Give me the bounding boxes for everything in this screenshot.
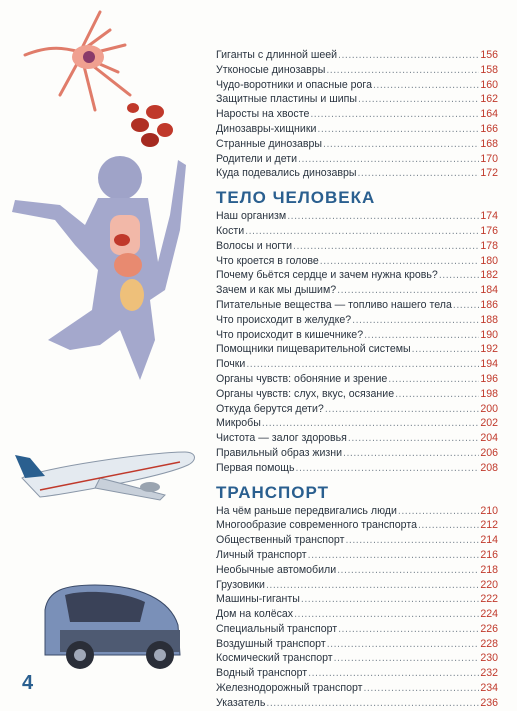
toc-entry-page: 226 — [480, 622, 498, 635]
toc-entry[interactable] — [216, 563, 498, 578]
dot-leader — [323, 137, 479, 152]
dot-leader — [317, 122, 479, 137]
toc-entry-title: Дом на колёсах — [216, 608, 294, 621]
toc-entry-title: Откуда берутся дети? — [216, 402, 324, 415]
toc-entry[interactable] — [216, 578, 498, 593]
toc-entry-title: Космический транспорт — [216, 652, 333, 665]
toc-entry-page: 174 — [480, 210, 498, 223]
section-heading: ТРАНСПОРТ — [216, 482, 330, 502]
toc-entry-page: 212 — [480, 519, 498, 532]
toc-entry[interactable] — [216, 137, 498, 152]
toc-entry[interactable] — [216, 224, 498, 239]
toc-entry-title: Специальный транспорт — [216, 622, 338, 635]
toc-entry-title: Многообразие современного транспорта — [216, 519, 417, 532]
dot-leader — [395, 387, 479, 402]
toc-entry[interactable] — [216, 372, 498, 387]
toc-entry-title: Машины-гиганты — [216, 593, 300, 606]
toc-entry[interactable] — [216, 92, 498, 107]
toc-entry[interactable] — [216, 402, 498, 417]
toc-entry[interactable] — [216, 461, 498, 476]
dot-leader — [326, 63, 479, 78]
section-heading: ТЕЛО ЧЕЛОВЕКА — [216, 188, 376, 208]
toc-entry[interactable] — [216, 357, 498, 372]
dot-leader — [301, 592, 479, 607]
toc-entry-page: 156 — [480, 49, 498, 61]
toc-entry-page: 184 — [480, 284, 498, 297]
toc-entry-title: Защитные пластины и шипы — [216, 93, 357, 106]
dot-leader — [308, 548, 480, 563]
dot-leader — [338, 48, 479, 63]
blood-cells-illustration — [127, 103, 173, 147]
toc-entry-page: 208 — [480, 461, 498, 474]
toc-entry[interactable] — [216, 283, 498, 298]
toc-entry-title: Кости — [216, 224, 245, 237]
human-body-illustration — [12, 156, 186, 380]
dot-leader — [327, 637, 480, 652]
toc-entry[interactable] — [216, 152, 498, 167]
toc-entry-page: 210 — [480, 504, 498, 517]
dot-leader — [388, 372, 479, 387]
dot-leader — [358, 92, 479, 107]
toc-entry-title: Питательные вещества — топливо нашего тела — [216, 298, 452, 311]
toc-entry-title: Органы чувств: обоняние и зрение — [216, 372, 388, 385]
toc-entry[interactable] — [216, 431, 498, 446]
toc-entry-title: Воздушный транспорт — [216, 637, 326, 650]
toc-entry[interactable] — [216, 78, 498, 93]
toc-entry-title: Чистота — залог здоровья — [216, 432, 347, 445]
dot-leader — [308, 666, 479, 681]
dot-leader — [348, 431, 479, 446]
page-number: 4 — [22, 672, 34, 694]
toc-entry-title: Железнодорожный транспорт — [216, 682, 363, 695]
toc-entry[interactable] — [216, 107, 498, 122]
illustrations — [0, 0, 205, 709]
toc-entry-page: 162 — [480, 93, 498, 106]
toc-entry-title: Что происходит в желудке? — [216, 313, 352, 326]
toc-entry-title: Почему бьётся сердце и зачем нужна кровь? — [216, 269, 438, 282]
toc-entry-page: 166 — [480, 122, 498, 135]
toc-entry-title: Родители и дети — [216, 152, 298, 165]
dot-leader — [325, 402, 480, 417]
toc-entry-title: На чём раньше передвигались люди — [216, 504, 397, 517]
toc-entry-page: 234 — [480, 682, 498, 695]
toc-entry-page: 170 — [480, 152, 498, 165]
toc-entry[interactable] — [216, 342, 498, 357]
toc-entry-title: Почки — [216, 358, 246, 371]
toc-entry-title: Зачем и как мы дышим? — [216, 284, 337, 297]
toc-entry-page: 196 — [480, 372, 498, 385]
car-illustration — [45, 585, 180, 669]
toc-entry-page: 190 — [480, 328, 498, 341]
toc-entry-page: 218 — [480, 563, 498, 576]
toc-entry[interactable] — [216, 63, 498, 78]
toc-entry-title: Наросты на хвосте — [216, 108, 310, 121]
toc-entry-title: Общественный транспорт — [216, 534, 345, 547]
toc-entry-title: Волосы и ногти — [216, 239, 293, 252]
toc-entry-page: 206 — [480, 446, 498, 459]
dot-leader — [334, 651, 480, 666]
dot-leader — [373, 78, 479, 93]
dot-leader — [266, 578, 479, 593]
toc-entry-page: 158 — [480, 63, 498, 76]
dot-leader — [337, 283, 479, 298]
toc-entry-page: 186 — [480, 298, 498, 311]
toc-entry-page: 180 — [480, 254, 498, 267]
toc-entry-title: Утконосые динозавры — [216, 63, 326, 76]
dot-leader — [245, 224, 479, 239]
toc-entry-page: 160 — [480, 78, 498, 91]
toc-entry-page: 200 — [480, 402, 498, 415]
toc-entry-page: 214 — [480, 534, 498, 547]
toc-entry-title: Личный транспорт — [216, 548, 307, 561]
dot-leader — [294, 607, 479, 622]
toc-entry-title: Первая помощь — [216, 461, 295, 474]
toc-entry-title: Наш организм — [216, 210, 287, 223]
dot-leader — [287, 209, 479, 224]
dot-leader — [296, 461, 480, 476]
dot-leader — [343, 446, 479, 461]
toc-entry-page: 228 — [480, 637, 498, 650]
dot-leader — [398, 504, 479, 519]
toc-entry[interactable] — [216, 313, 498, 328]
neuron-illustration — [25, 12, 130, 110]
dot-leader — [418, 518, 479, 533]
toc-entry[interactable] — [216, 48, 498, 63]
dot-leader — [293, 239, 479, 254]
toc-entry[interactable] — [216, 666, 498, 681]
dot-leader — [298, 152, 479, 167]
toc-entry[interactable] — [216, 446, 498, 461]
toc-entry-page: 222 — [480, 593, 498, 606]
toc-entry-page: 192 — [480, 343, 498, 356]
toc-entry[interactable] — [216, 607, 498, 622]
dot-leader — [439, 268, 479, 283]
toc-entry-title: Помощники пищеварительной системы — [216, 343, 411, 356]
toc-entry-title: Чудо-воротники и опасные рога — [216, 78, 372, 91]
dot-leader — [352, 313, 479, 328]
toc-entry-page: 164 — [480, 108, 498, 121]
toc-entry-page: 230 — [480, 652, 498, 665]
dot-leader — [363, 681, 479, 696]
toc-entry-title: Странные динозавры — [216, 137, 323, 150]
dot-leader — [338, 622, 479, 637]
toc-entry[interactable] — [216, 328, 498, 343]
dot-leader — [345, 533, 479, 548]
toc-entry-title: Необычные автомобили — [216, 563, 337, 576]
toc-entry-title: Органы чувств: слух, вкус, осязание — [216, 387, 395, 400]
toc-entry-page: 202 — [480, 417, 498, 430]
toc-entry[interactable] — [216, 533, 498, 548]
toc-entry-title: Водный транспорт — [216, 667, 308, 680]
toc-entry[interactable] — [216, 298, 498, 313]
dot-leader — [262, 416, 479, 431]
toc-entry-page: 182 — [480, 269, 498, 282]
toc-entry[interactable] — [216, 166, 498, 181]
toc-entry[interactable] — [216, 239, 498, 254]
toc-entry-page: 220 — [480, 578, 498, 591]
toc-entry[interactable] — [216, 518, 498, 533]
toc-entry[interactable] — [216, 548, 498, 563]
toc-entry[interactable] — [216, 681, 498, 696]
toc-entry-title: Куда подевались динозавры — [216, 167, 357, 180]
toc-entry-title: Правильный образ жизни — [216, 446, 343, 459]
toc-entry[interactable] — [216, 592, 498, 607]
toc-entry-page: 198 — [480, 387, 498, 400]
dot-leader — [310, 107, 479, 122]
toc-entry[interactable] — [216, 651, 498, 666]
toc-entry[interactable] — [216, 122, 498, 137]
toc-entry-page: 168 — [480, 137, 498, 150]
dot-leader — [412, 342, 480, 357]
toc-entry-title: Микробы — [216, 417, 261, 430]
toc-entry[interactable] — [216, 416, 498, 431]
toc-entry-page: 236 — [480, 696, 498, 709]
dot-leader — [453, 298, 479, 313]
toc-entry[interactable] — [216, 504, 498, 519]
toc-entry-page: 204 — [480, 432, 498, 445]
toc-entry-page: 188 — [480, 313, 498, 326]
toc-entry-title: Динозавры-хищники — [216, 122, 317, 135]
dot-leader — [320, 254, 480, 269]
toc-entry-title: Гиганты с длинной шеей — [216, 49, 338, 61]
toc-entry[interactable] — [216, 254, 498, 269]
toc-entry-title: Грузовики — [216, 578, 265, 591]
dot-leader — [364, 328, 479, 343]
toc-entry-page: 216 — [480, 548, 498, 561]
dot-leader — [246, 357, 479, 372]
toc-entry[interactable] — [216, 622, 498, 637]
toc-entry-page: 194 — [480, 358, 498, 371]
toc-entry-title: Что происходит в кишечнике? — [216, 328, 364, 341]
toc-entry-page: 232 — [480, 667, 498, 680]
toc-entry[interactable] — [216, 209, 498, 224]
toc-entry-page: 224 — [480, 608, 498, 621]
toc-entry[interactable] — [216, 268, 498, 283]
toc-entry-page: 178 — [480, 239, 498, 252]
airplane-illustration — [15, 452, 194, 500]
dot-leader — [266, 696, 479, 711]
toc-entry-title: Что кроется в голове — [216, 254, 319, 267]
dot-leader — [357, 166, 479, 181]
toc-entry-page: 172 — [480, 167, 498, 180]
toc-entry-title: Указатель — [216, 696, 266, 709]
table-of-contents — [216, 48, 498, 711]
toc-entry[interactable] — [216, 387, 498, 402]
toc-entry[interactable] — [216, 696, 498, 711]
dot-leader — [337, 563, 479, 578]
toc-entry-page: 176 — [480, 224, 498, 237]
toc-entry[interactable] — [216, 637, 498, 652]
